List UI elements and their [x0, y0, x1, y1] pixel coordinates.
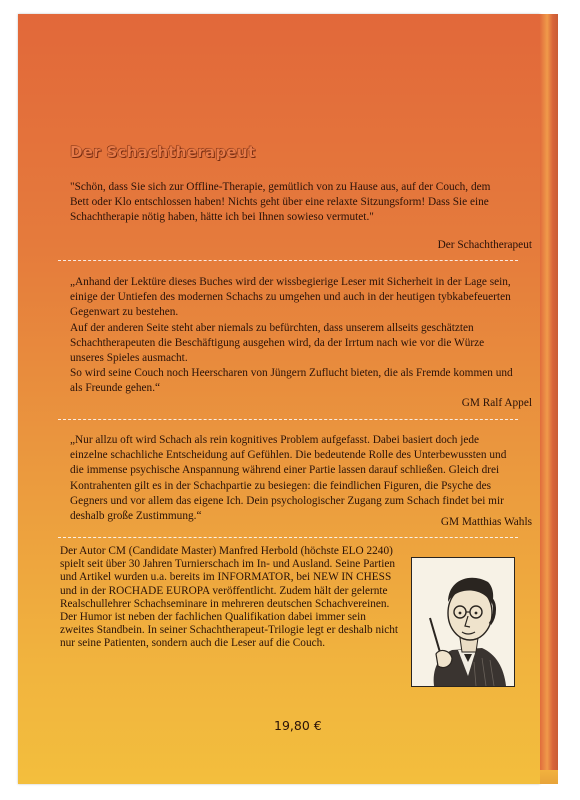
quote-block-1 — [70, 180, 512, 226]
quote-1-author: Der Schachtherapeut — [437, 239, 532, 251]
book-spine — [540, 14, 558, 784]
quote-2-paragraph: So wird seine Couch noch Heerscharen von Jüngern Zuflucht bieten, die als Fremde kommen und als Freunde gehen.“ — [70, 367, 513, 395]
quote-block-2 — [70, 275, 516, 397]
quote-block-3 — [70, 433, 514, 524]
author-bio-paragraph: Der Humor ist neben der fachlichen Qualifikation dabei immer sein zweites Standbein. In seiner Schachtherapeut-Trilogie legt er deshalb nicht nur seine Patienten, sondern auch die Leser auf die Couch. — [60, 611, 399, 650]
quote-1-text: "Schön, dass Sie sich zur Offline-Therapie, gemütlich von zu Hause aus, auf der Couch, dem Bett oder Klo entschlossen haben! Nichts geht über eine relaxte Sitzungsform! Dass Sie eine Schachtherapie nötig haben, hätte ich bei Ihnen sowieso vermutet." — [70, 181, 491, 224]
quote-2-paragraph: „Anhand der Lektüre dieses Buches wird der wissbegierige Leser mit Sicherheit in der Lage sein, einige der Untiefen des modernen Schachs zu umgehen und auch in der heutigen tybkabefeuerten Gegenwart zu bestehen. — [70, 276, 511, 319]
book-title: Der Schachtherapeut — [70, 143, 256, 161]
divider-3 — [58, 537, 518, 538]
divider-1 — [58, 260, 518, 261]
quote-2-paragraph: Auf der anderen Seite steht aber niemals zu befürchten, dass unserem allseits geschätzten Schachtherapeuten die Beschäftigung ausgehen wird, da der Irrtum nach wie vor die Würze unseres Spieles ausmacht. — [70, 321, 485, 365]
author-portrait-icon — [411, 557, 515, 687]
quote-3-text: „Nur allzu oft wird Schach als rein kognitives Problem aufgefasst. Dabei basiert doch jede einzelne schachliche Entscheidung auf Gefühlen. Die bedeutende Rolle des Unterbewussten und die immense psychische Anspannung während einer Partie lassen darauf schließen. Gleich drei Kontrahenten gilt es in der Schachpartie zu besiegen: die feindlichen Figuren, die Psyche des Gegners und vor allem das eigene Ich. Dein psychologischer Zugang zum Schach findet bei mir deshalb große Zustimmung.“ — [70, 434, 507, 523]
quote-3-author: GM Matthias Wahls — [440, 516, 532, 528]
author-bio-paragraph: Der Autor CM (Candidate Master) Manfred Herbold (höchste ELO 2240) spielt seit über 30 Jahren Turnierschach im In- und Ausland. Seine Partien und Artikel wurden u.a. bereits im INFORMATOR, bei NEW IN CHESS und in der ROCHADE EUROPA veröffentlicht. Zudem hält der gelernte Realschullehrer Schachseminare in mehreren deutschen Schachvereinen. — [60, 545, 396, 610]
divider-2 — [58, 419, 518, 420]
book-spine-edge — [540, 770, 558, 784]
author-bio — [60, 545, 400, 651]
price-label: 19,80 € — [274, 718, 322, 733]
quote-2-author: GM Ralf Appel — [461, 397, 532, 409]
